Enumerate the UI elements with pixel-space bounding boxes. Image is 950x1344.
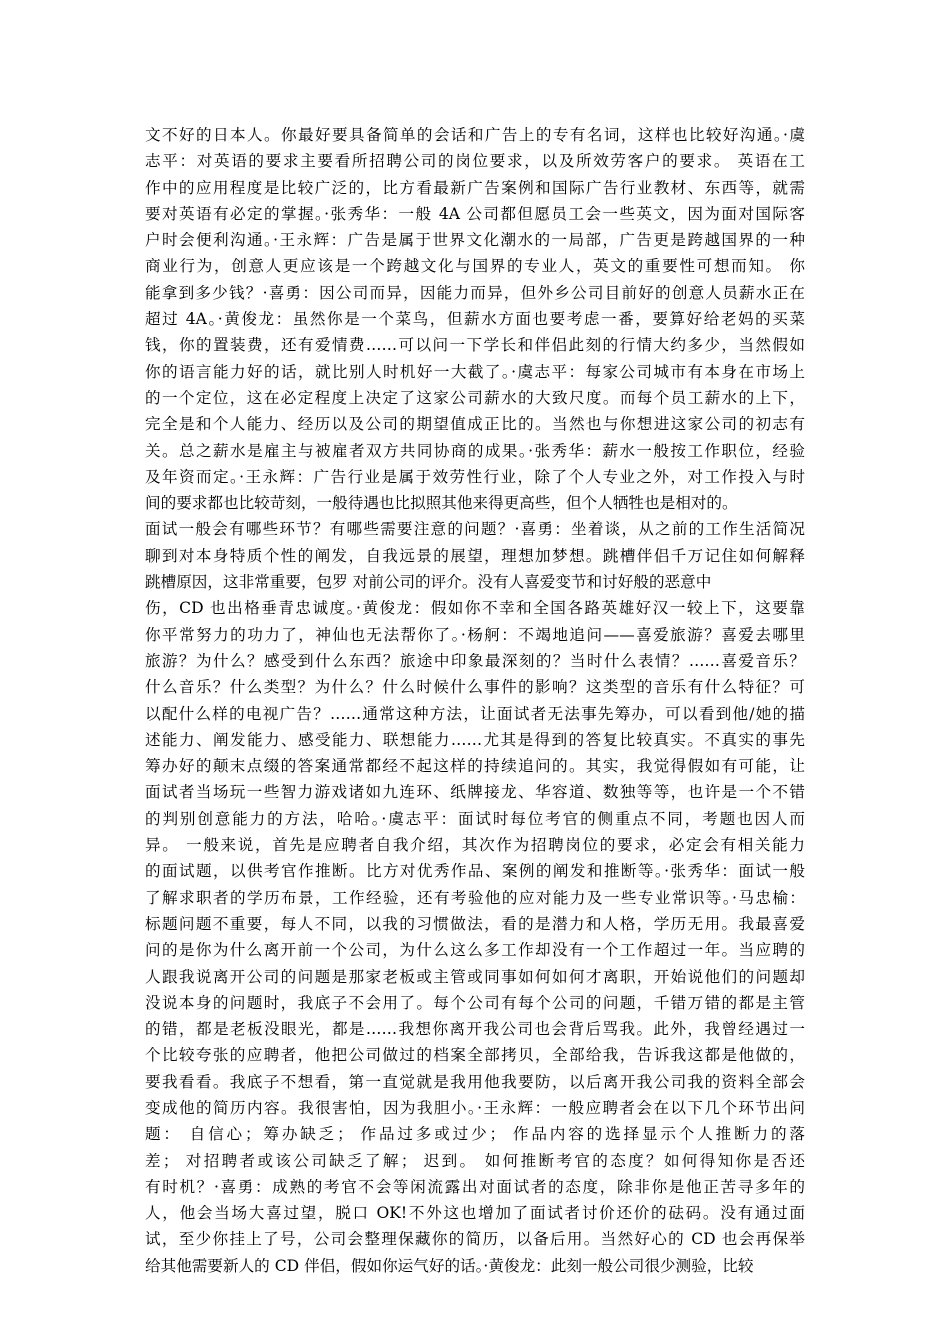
text-line: 人跟我说离开公司的问题是那家老板或主管或同事如何如何才离职，开始说他们的问题却: [145, 967, 805, 986]
text-line: 户时会便利沟通。·王永辉：广告是属于世界文化潮水的一局部，广告更是跨越国界的一种: [145, 231, 805, 250]
text-line: 的错，都是老板没眼光，都是……我想你离开我公司也会背后骂我。此外，我曾经遇过一: [145, 1020, 805, 1039]
text-line: 什么音乐？什么类型？为什么？什么时候什么事件的影响？这类型的音乐有什么特征？可: [145, 678, 805, 697]
text-line: 的面试题，以供考官作推断。比方对优秀作品、案例的阐发和推断等。·张秀华：面试一般: [145, 862, 805, 881]
text-line: 的判别创意能力的方法，哈哈。·虞志平：面试时每位考官的侧重点不同，考题也因人而: [145, 809, 805, 828]
text-line: 志平：对英语的要求主要看所招聘公司的岗位要求，以及所效劳客户的要求。 英语在工: [145, 152, 805, 171]
text-line: 个比较夸张的应聘者，他把公司做过的档案全部拷贝，全部给我，告诉我这都是他做的，: [145, 1046, 805, 1065]
text-line: 没说本身的问题时，我底子不会用了。每个公司有每个公司的问题，千错万错的都是主管: [145, 993, 805, 1012]
text-line: 超过 4A。·黄俊龙：虽然你是一个菜鸟，但薪水方面也要考虑一番，要算好给老妈的买菜: [145, 310, 805, 329]
text-line: 变成他的简历内容。我很害怕，因为我胆小。·王永辉：一般应聘者会在以下几个环节出问: [145, 1098, 805, 1117]
text-line: 你平常努力的功力了，神仙也无法帮你了。·杨舸：不竭地追问——喜爱旅游？喜爱去哪里: [145, 625, 805, 644]
text-line: 完全是和个人能力、经历以及公司的期望值成正比的。当然也与你想进这家公司的初志有: [145, 415, 805, 434]
text-line: 有时机？·喜勇：成熟的考官不会等闲流露出对面试者的态度，除非你是他正苦寻多年的: [145, 1177, 805, 1196]
text-line: 钱，你的置装费，还有爱情费……可以问一下学长和伴侣此刻的行情大约多少，当然假如: [145, 336, 805, 355]
text-line: 旅游？为什么？感受到什么东西？旅途中印象最深刻的？当时什么表情？……喜爱音乐？: [145, 651, 805, 670]
text-line: 你的语言能力好的话，就比别人时机好一大截了。·虞志平：每家公司城市有本身在市场上: [145, 362, 805, 381]
text-line: 给其他需要新人的 CD 伴侣，假如你运气好的话。·黄俊龙：此刻一般公司很少测验，比较: [145, 1256, 754, 1275]
text-line: 面试者当场玩一些智力游戏诸如九连环、纸牌接龙、华容道、数独等等，也许是一个不错: [145, 783, 805, 802]
text-line: 能拿到多少钱？·喜勇：因公司而异，因能力而异，但外乡公司目前好的创意人员薪水正在: [145, 283, 805, 302]
text-line: 的一个定位，这在必定程度上决定了这家公司薪水的大致尺度。而每个员工薪水的上下，: [145, 388, 805, 407]
text-line: 试，至少你挂上了号，公司会整理保藏你的简历，以备后用。当然好心的 CD 也会再保举: [145, 1230, 805, 1249]
text-line: 及年资而定。·王永辉：广告行业是属于效劳性行业，除了个人专业之外，对工作投入与时: [145, 467, 805, 486]
text-line: 文不好的日本人。你最好要具备简单的会话和广告上的专有名词，这样也比较好沟通。·虞: [145, 126, 805, 144]
text-line: 标题问题不重要，每人不同，以我的习惯做法，看的是潜力和人格，学历无用。我最喜爱: [145, 914, 805, 933]
text-line: 要对英语有必定的掌握。·张秀华：一般 4A 公司都但愿员工会一些英文，因为面对国际客: [145, 204, 805, 223]
text-line: 了解求职者的学历布景，工作经验，还有考验他的应对能力及一些专业常识等。·马忠榆：: [145, 888, 805, 907]
text-line: 筹办好的颠末点缀的答案通常都经不起这样的持续追问的。其实，我觉得假如有可能，让: [145, 757, 805, 776]
text-line: 题： 自信心；筹办缺乏； 作品过多或过少； 作品内容的选择显示个人推断力的落: [145, 1125, 805, 1144]
body-text: [145, 122, 805, 1279]
text-line: 要我看看。我底子不想看，第一直觉就是我用他我要防，以后离开我公司我的资料全部会: [145, 1072, 805, 1091]
text-line: 人，他会当场大喜过望，脱口 OK!不外这也增加了面试者讨价还价的砝码。没有通过面: [145, 1204, 805, 1223]
text-line: 问的是你为什么离开前一个公司，为什么这么多工作却没有一个工作超过一年。当应聘的: [145, 941, 805, 960]
text-line: 异。 一般来说，首先是应聘者自我介绍，其次作为招聘岗位的要求，必定会有相关能力: [145, 836, 805, 855]
text-line: 商业行为，创意人更应该是一个跨越文化与国界的专业人，英文的重要性可想而知。 你: [145, 257, 805, 276]
text-line: 差； 对招聘者或该公司缺乏了解； 迟到。 如何推断考官的态度？如何得知你是否还: [145, 1151, 805, 1170]
text-line: 跳槽原因，这非常重要，包罗 对前公司的评介。没有人喜爱变节和讨好般的恶意中: [145, 573, 712, 592]
text-line: 以配什么样的电视广告？……通常这种方法，让面试者无法事先筹办，可以看到他/她的描: [145, 704, 805, 723]
text-line: 关。总之薪水是雇主与被雇者双方共同协商的成果。·张秀华：薪水一般按工作职位，经验: [145, 441, 805, 460]
text-line: 聊到对本身特质个性的阐发，自我远景的展望，理想加梦想。跳槽伴侣千万记住如何解释: [145, 546, 805, 565]
text-line: 间的要求都也比较苛刻，一般待遇也比拟照其他来得更高些，但个人牺牲也是相对的。: [145, 494, 738, 513]
text-line: 面试一般会有哪些环节？有哪些需要注意的问题？·喜勇：坐着谈，从之前的工作生活简况: [145, 520, 805, 539]
text-line: 伤，CD 也出格垂青忠诚度。·黄俊龙：假如你不幸和全国各路英雄好汉一较上下，这要靠: [145, 599, 805, 618]
text-line: 述能力、阐发能力、感受能力、联想能力……尤其是得到的答复比较真实。不真实的事先: [145, 730, 805, 749]
text-line: 作中的应用程度是比较广泛的，比方看最新广告案例和国际广告行业教材、东西等，就需: [145, 178, 805, 197]
